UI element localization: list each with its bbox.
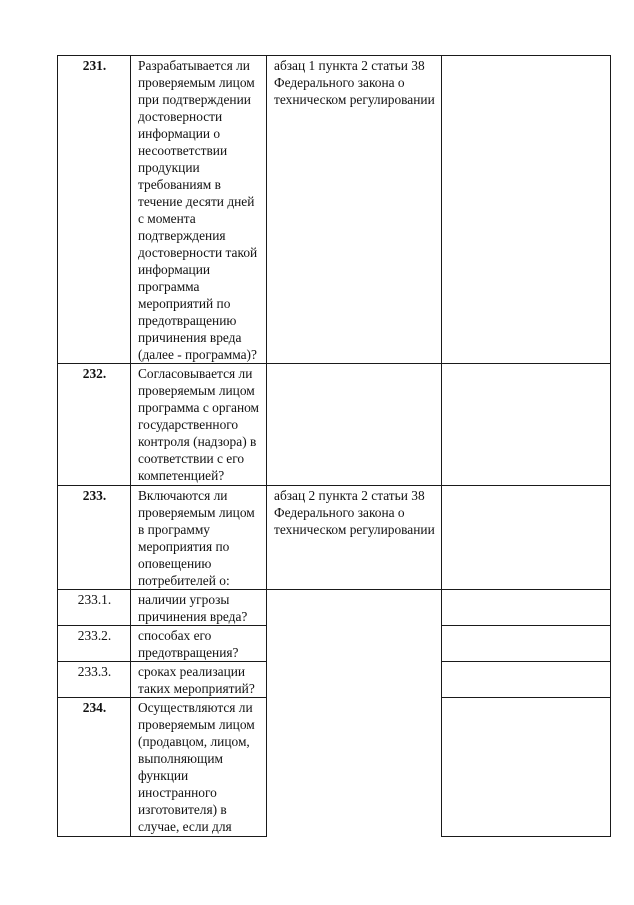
answer-cell	[442, 698, 611, 837]
row-number: 234.	[58, 698, 131, 837]
requirement-question: способах его предотвращения?	[131, 626, 267, 662]
row-number: 233.1.	[58, 590, 131, 626]
requirement-question: наличии угрозы причинения вреда?	[131, 590, 267, 626]
table-row	[58, 626, 611, 662]
row-number: 232.	[58, 364, 131, 486]
requirement-question: Разрабатывается ли проверяемым лицом при подтверждении достоверности информации о несоответствии продукции требованиям в течение десяти дней с момента подтверждения достоверности такой информации программа мероприятий по предотвращению причинения вреда (далее - программа)?	[131, 56, 267, 364]
answer-cell	[442, 486, 611, 590]
requirements-checklist-table	[57, 55, 611, 837]
table-row	[58, 364, 611, 486]
table-row	[58, 698, 611, 837]
row-number: 233.	[58, 486, 131, 590]
answer-cell	[442, 590, 611, 626]
table-row	[58, 662, 611, 698]
legal-basis	[267, 662, 442, 698]
legal-basis	[267, 364, 442, 486]
legal-basis: абзац 1 пункта 2 статьи 38 Федерального закона о техническом регулировании	[267, 56, 442, 364]
answer-cell	[442, 626, 611, 662]
row-number: 233.2.	[58, 626, 131, 662]
requirement-question: сроках реализации таких мероприятий?	[131, 662, 267, 698]
table-row	[58, 590, 611, 626]
requirement-question: Согласовывается ли проверяемым лицом программа с органом государственного контроля (надзора) в соответствии с его компетенцией?	[131, 364, 267, 486]
row-number: 233.3.	[58, 662, 131, 698]
row-number: 231.	[58, 56, 131, 364]
table-row	[58, 486, 611, 590]
legal-basis: абзац 2 пункта 2 статьи 38 Федерального закона о техническом регулировании	[267, 486, 442, 590]
answer-cell	[442, 662, 611, 698]
answer-cell	[442, 56, 611, 364]
legal-basis	[267, 590, 442, 626]
table-row	[58, 56, 611, 364]
requirement-question: Включаются ли проверяемым лицом в программу мероприятия по оповещению потребителей о:	[131, 486, 267, 590]
answer-cell	[442, 364, 611, 486]
legal-basis	[267, 698, 442, 837]
requirement-question: Осуществляются ли проверяемым лицом (продавцом, лицом, выполняющим функции иностранного изготовителя) в случае, если для	[131, 698, 267, 837]
legal-basis	[267, 626, 442, 662]
